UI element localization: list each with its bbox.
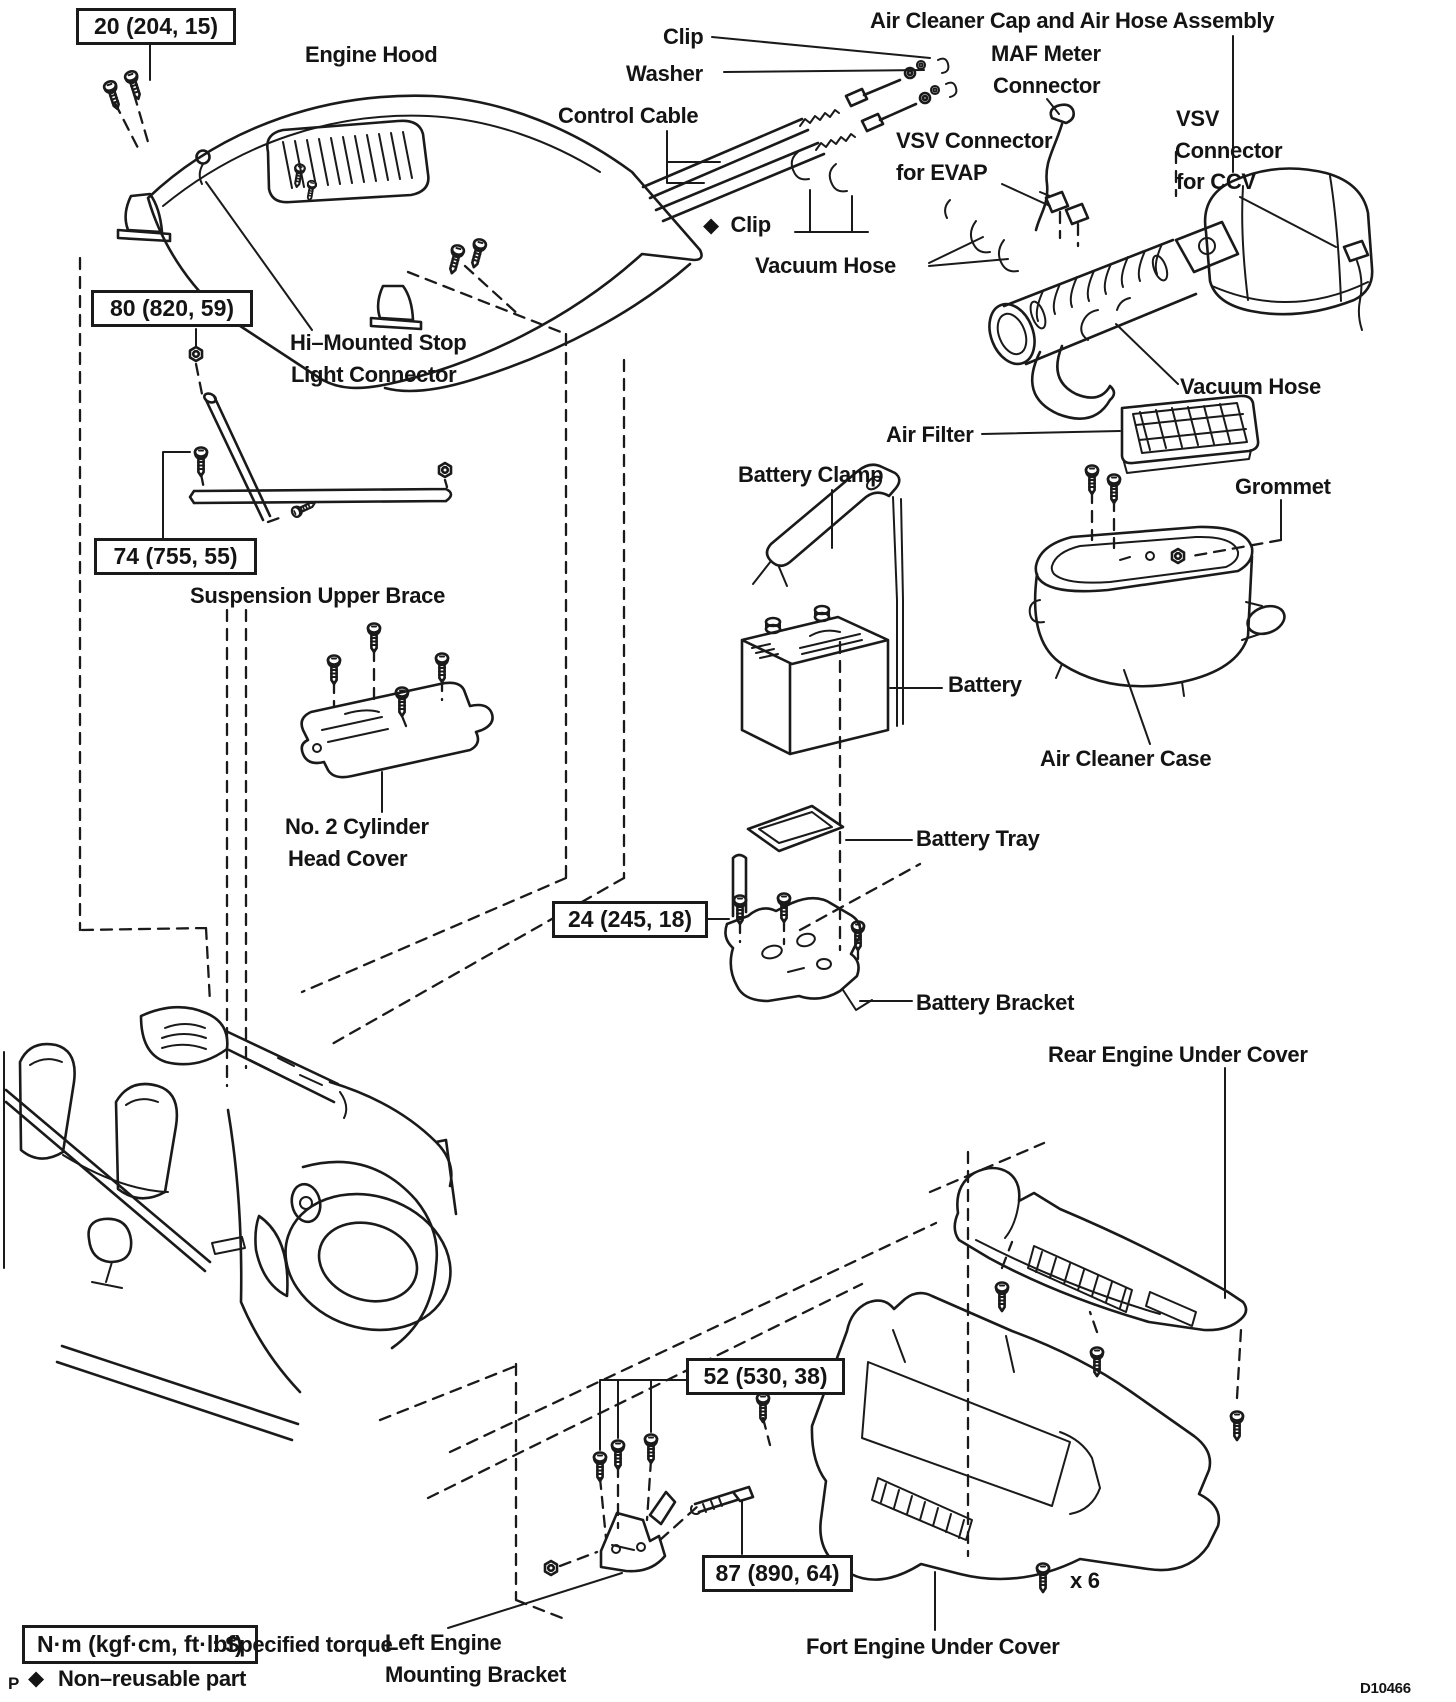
label-battery: Battery — [948, 672, 1022, 697]
torque-box-hood: 20 (204, 15) — [76, 8, 236, 45]
label-maf-meter-line2: Connector — [993, 73, 1101, 98]
label-grommet: Grommet — [1235, 474, 1331, 499]
label-hi-mounted-line1: Hi–Mounted Stop — [290, 330, 467, 355]
legend-torque-unit-box: N·m (kgf·cm, ft·lbf) — [22, 1625, 258, 1664]
label-bolt-quantity: x 6 — [1070, 1568, 1100, 1593]
label-battery-tray: Battery Tray — [916, 826, 1040, 851]
label-left-mount-line2: Mounting Bracket — [385, 1662, 566, 1687]
nonreusable-diamond-icon: ◆ — [703, 214, 719, 237]
label-control-cable: Control Cable — [558, 103, 699, 128]
air-cleaner-case-drawing — [1030, 466, 1289, 745]
label-vsv-ccv-line3: for CCV — [1176, 169, 1256, 194]
label-washer: Washer — [626, 61, 703, 86]
suspension-brace-drawing — [163, 329, 451, 538]
label-clip: Clip — [663, 24, 704, 49]
label-hi-mounted-line2: Light Connector — [291, 362, 457, 387]
legend-nonreusable-diamond-icon: ◆ — [28, 1667, 44, 1690]
legend-nonreusable-meaning: Non–reusable part — [58, 1666, 247, 1691]
label-suspension-brace: Suspension Upper Brace — [190, 583, 446, 608]
label-rear-under-cover: Rear Engine Under Cover — [1048, 1042, 1308, 1067]
label-maf-meter-line1: MAF Meter — [991, 41, 1101, 66]
torque-box-mounting-bracket: 87 (890, 64) — [702, 1555, 853, 1592]
torque-box-under-cover: 52 (530, 38) — [686, 1358, 845, 1395]
drawing-number: D10466 — [1360, 1680, 1411, 1697]
label-air-cleaner-cap: Air Cleaner Cap and Air Hose Assembly — [870, 8, 1275, 33]
label-air-cleaner-case: Air Cleaner Case — [1040, 746, 1212, 771]
label-vsv-ccv-line1: VSV — [1176, 106, 1220, 131]
label-engine-hood: Engine Hood — [305, 42, 438, 67]
label-air-filter: Air Filter — [886, 422, 974, 447]
label-vacuum-hose-lower: Vacuum Hose — [1180, 374, 1321, 399]
rear-under-cover-drawing — [955, 1068, 1246, 1440]
torque-box-stop-light: 80 (820, 59) — [91, 290, 253, 327]
torque-box-brace: 74 (755, 55) — [94, 538, 257, 575]
label-vacuum-hose-upper: Vacuum Hose — [755, 253, 896, 278]
label-battery-bracket: Battery Bracket — [916, 990, 1075, 1015]
label-no2-cover-line2: Head Cover — [288, 846, 408, 871]
label-vsv-evap-line2: for EVAP — [896, 160, 988, 185]
torque-box-battery-bracket: 24 (245, 18) — [552, 901, 708, 938]
label-front-under-cover: Fort Engine Under Cover — [806, 1634, 1060, 1659]
label-battery-clamp: Battery Clamp — [738, 462, 884, 487]
label-left-mount-line1: Left Engine — [385, 1630, 502, 1655]
label-no2-cover-line1: No. 2 Cylinder — [285, 814, 429, 839]
head-cover-drawing — [302, 624, 493, 813]
label-vsv-ccv-line2: Connector — [1175, 138, 1283, 163]
car-body-drawing — [4, 1007, 468, 1440]
battery-group-drawing — [700, 465, 942, 1010]
air-filter-drawing — [982, 396, 1258, 473]
label-vsv-evap-line1: VSV Connector — [896, 128, 1053, 153]
page-marker: P — [8, 1674, 20, 1693]
label-clip-nonreusable — [703, 212, 771, 238]
label-clip-nonreusable-text: Clip — [730, 212, 771, 237]
legend-torque-meaning: : Specified torque — [212, 1632, 393, 1657]
construction-lines — [80, 258, 1241, 1618]
